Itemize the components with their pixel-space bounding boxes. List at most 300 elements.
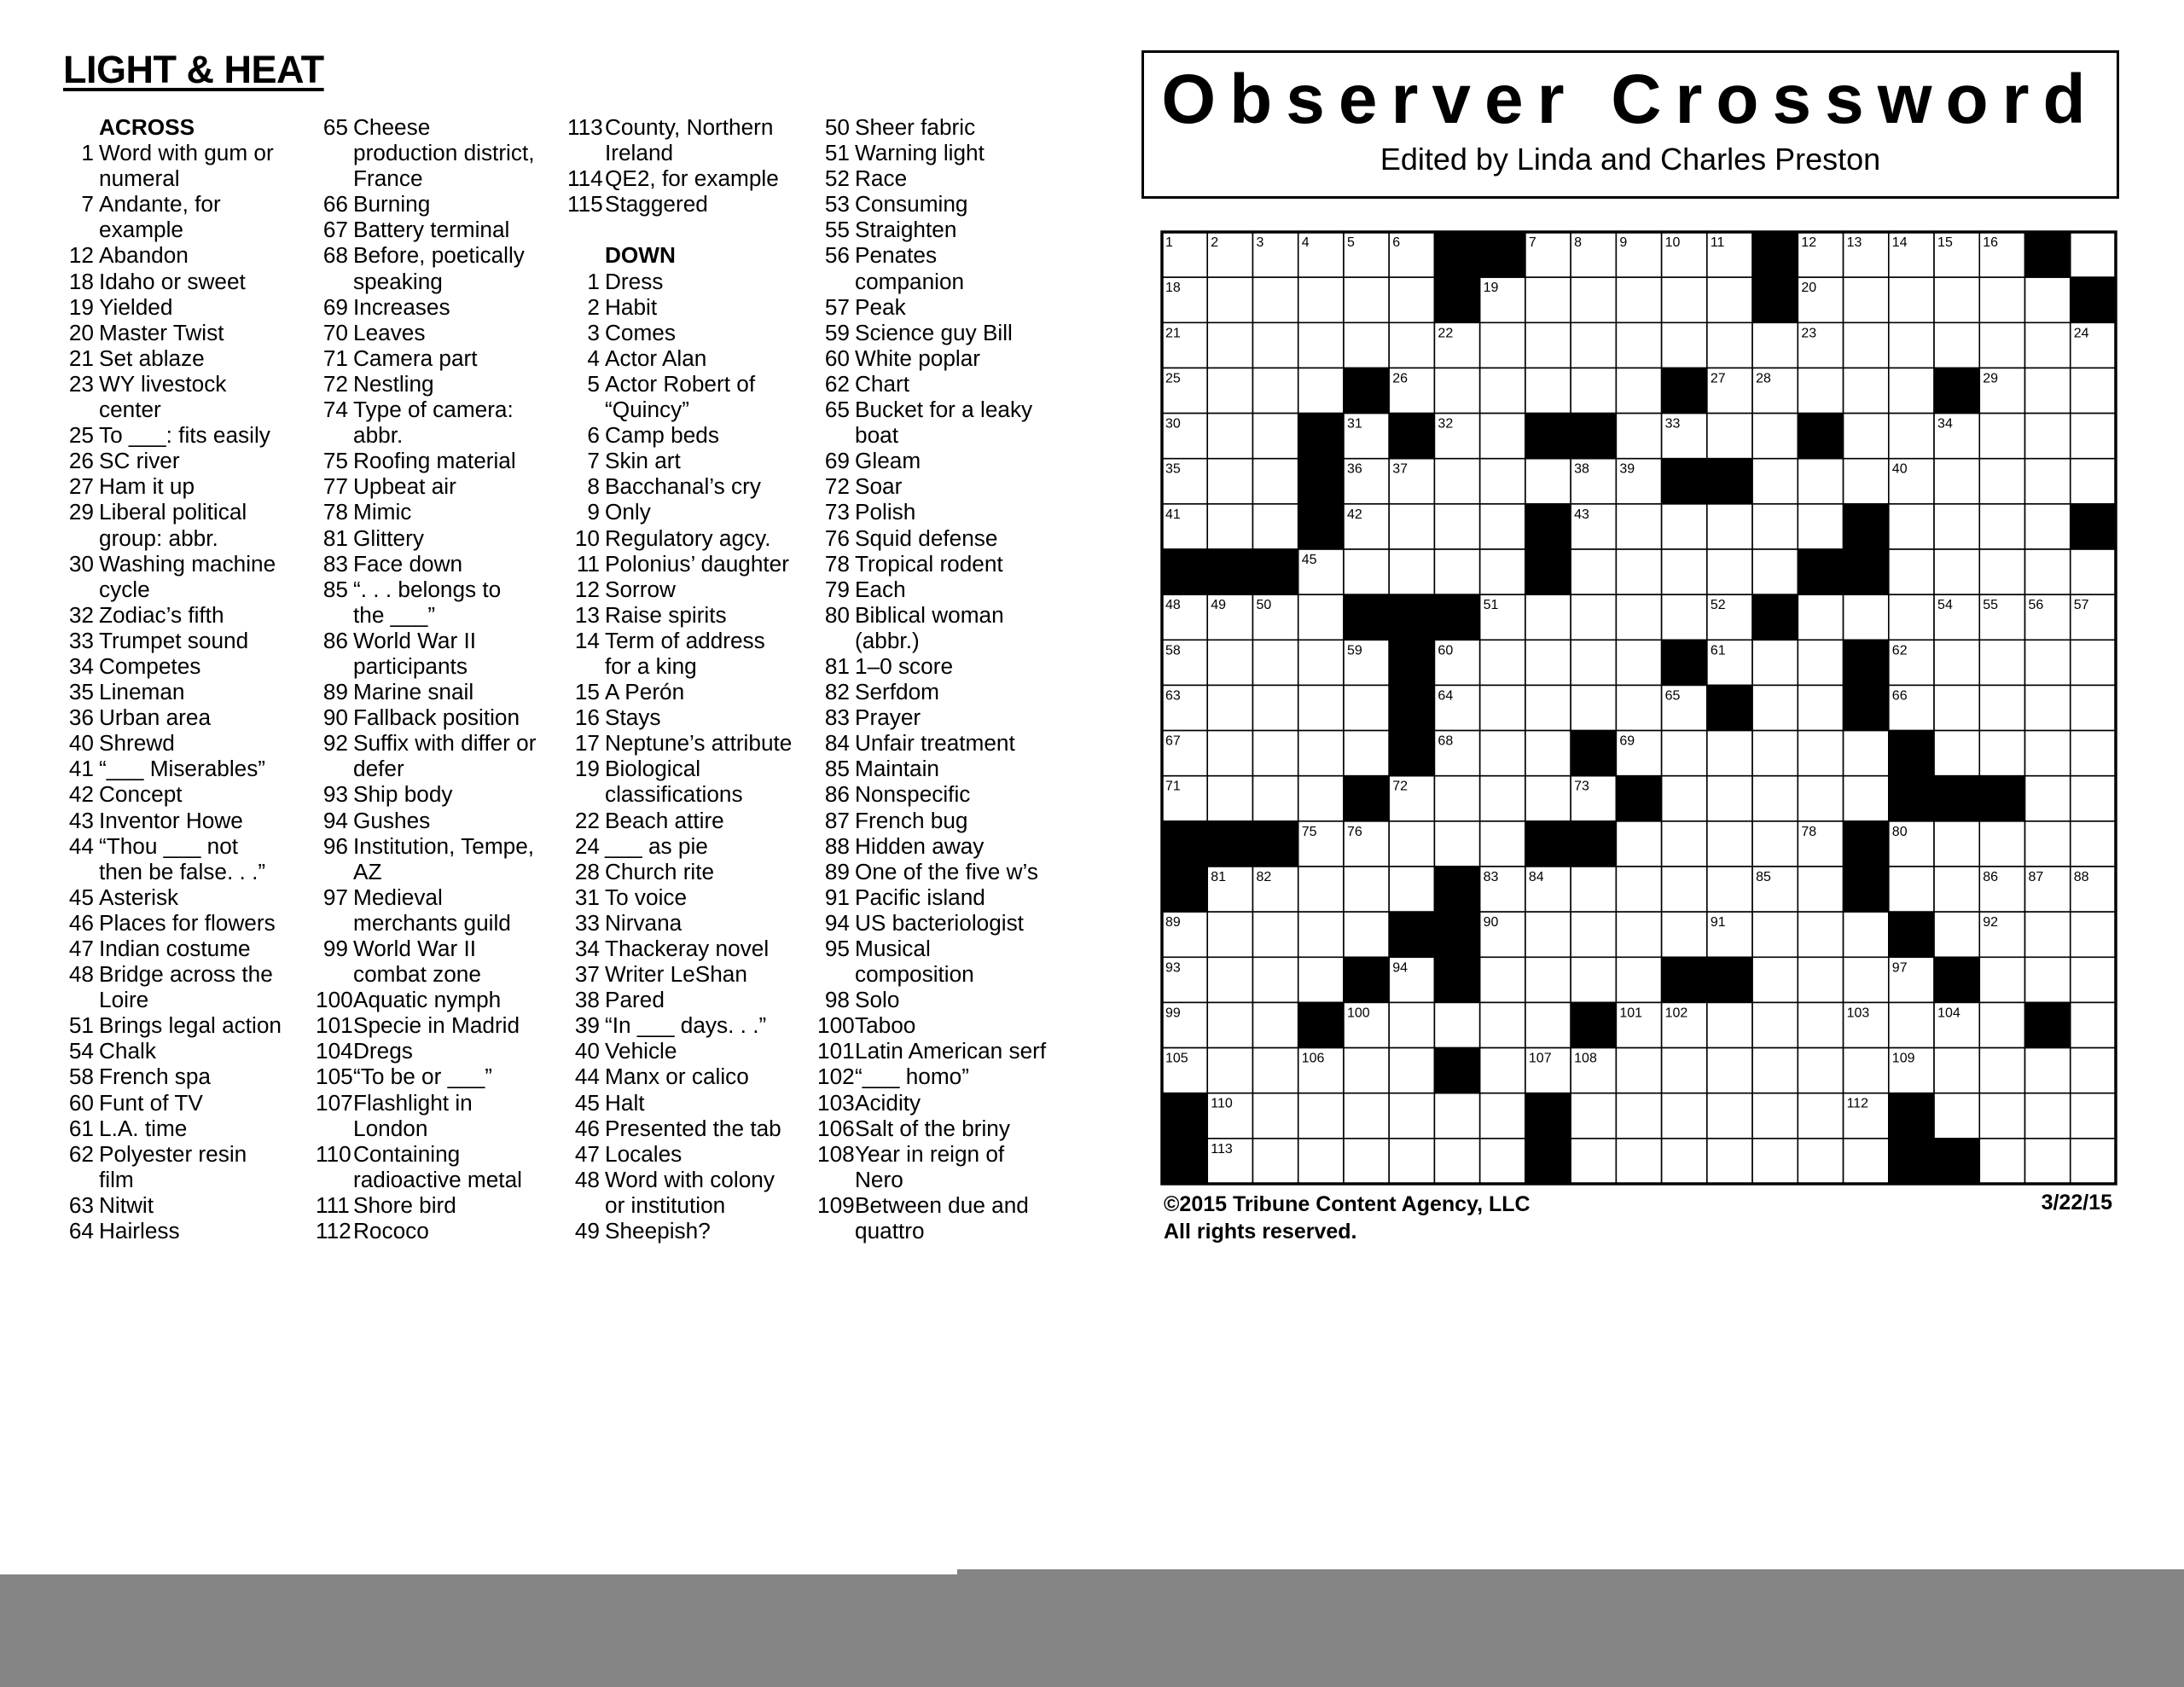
grid-cell[interactable]: [1525, 1002, 1571, 1047]
grid-cell[interactable]: [1434, 549, 1479, 594]
grid-cell[interactable]: [2025, 1139, 2071, 1184]
grid-cell[interactable]: [1389, 1002, 1434, 1047]
grid-cell[interactable]: [1571, 277, 1616, 322]
grid-cell[interactable]: [1252, 277, 1298, 322]
grid-cell[interactable]: [1434, 1139, 1479, 1184]
grid-cell[interactable]: [1798, 1002, 1843, 1047]
grid-cell[interactable]: [1616, 594, 1661, 640]
clue-number: 81: [824, 652, 850, 679]
grid-cell[interactable]: [1662, 776, 1707, 821]
grid-cell[interactable]: [1844, 912, 1889, 957]
grid-cell[interactable]: [1752, 1048, 1798, 1093]
grid-cell[interactable]: [1616, 640, 1661, 685]
grid-cell[interactable]: [1979, 1139, 2024, 1184]
clue-number: 47: [68, 936, 94, 961]
grid-cell[interactable]: [1934, 731, 1979, 776]
grid-cell[interactable]: [1752, 414, 1798, 459]
grid-cell[interactable]: [1571, 867, 1616, 912]
grid-cell[interactable]: [1934, 867, 1979, 912]
grid-cell[interactable]: [1207, 504, 1252, 549]
cell-number: 15: [1937, 235, 1953, 250]
grid-cell[interactable]: [1252, 1002, 1298, 1047]
grid-cell[interactable]: [2025, 504, 2071, 549]
grid-cell[interactable]: [1844, 776, 1889, 821]
grid-cell[interactable]: [1934, 640, 1979, 685]
grid-cell[interactable]: [1979, 414, 2024, 459]
grid-cell[interactable]: [1207, 912, 1252, 957]
grid-cell[interactable]: [1571, 640, 1616, 685]
grid-cell[interactable]: [1207, 277, 1252, 322]
grid-cell[interactable]: [1707, 1002, 1752, 1047]
grid-cell[interactable]: [1480, 504, 1525, 549]
grid-cell[interactable]: [1798, 1093, 1843, 1139]
grid-cell[interactable]: [1798, 594, 1843, 640]
grid-cell[interactable]: [1434, 368, 1479, 413]
grid-cell[interactable]: [1798, 685, 1843, 730]
grid-cell[interactable]: [1480, 821, 1525, 867]
grid-cell[interactable]: [1616, 322, 1661, 368]
grid-cell[interactable]: [1252, 504, 1298, 549]
grid-cell[interactable]: [1616, 549, 1661, 594]
grid-cell[interactable]: [2025, 368, 2071, 413]
grid-cell[interactable]: [1844, 731, 1889, 776]
grid-cell[interactable]: [1934, 549, 1979, 594]
grid-cell[interactable]: [1207, 1002, 1252, 1047]
grid-cell[interactable]: [1480, 957, 1525, 1002]
grid-cell[interactable]: [1252, 640, 1298, 685]
grid-cell[interactable]: [1344, 731, 1389, 776]
cell-number: 87: [2028, 870, 2044, 884]
grid-cell[interactable]: [1616, 957, 1661, 1002]
grid-cell[interactable]: [1207, 459, 1252, 504]
grid-cell[interactable]: [1525, 776, 1571, 821]
clue-continuation: [61, 397, 309, 422]
grid-cell[interactable]: [1844, 1139, 1889, 1184]
grid-cell[interactable]: [1298, 685, 1344, 730]
grid-cell[interactable]: [1616, 1093, 1661, 1139]
grid-cell[interactable]: [2071, 912, 2116, 957]
grid-cell[interactable]: [1889, 549, 1934, 594]
grid-cell[interactable]: [1252, 685, 1298, 730]
grid-cell[interactable]: [1844, 368, 1889, 413]
grid-cell[interactable]: [1525, 912, 1571, 957]
grid-cell[interactable]: [1252, 1048, 1298, 1093]
grid-cell[interactable]: [1571, 322, 1616, 368]
grid-cell[interactable]: [2025, 1048, 2071, 1093]
grid-cell[interactable]: [2071, 1048, 2116, 1093]
grid-cell[interactable]: [1344, 1093, 1389, 1139]
grid-cell[interactable]: [1844, 414, 1889, 459]
grid-cell[interactable]: [1752, 731, 1798, 776]
grid-cell[interactable]: [1344, 912, 1389, 957]
grid-cell[interactable]: [1434, 821, 1479, 867]
grid-cell[interactable]: [1480, 640, 1525, 685]
grid-cell[interactable]: [1707, 1139, 1752, 1184]
grid-cell[interactable]: [1616, 368, 1661, 413]
grid-cell[interactable]: [2071, 731, 2116, 776]
grid-cell[interactable]: [1979, 640, 2024, 685]
clue-text: abbr.: [353, 422, 404, 449]
grid-cell[interactable]: [2025, 322, 2071, 368]
grid-cell[interactable]: [1616, 821, 1661, 867]
clue-text: Actor Alan: [605, 345, 707, 371]
grid-cell[interactable]: [2071, 549, 2116, 594]
grid-cell[interactable]: [1207, 322, 1252, 368]
grid-cell[interactable]: [1207, 640, 1252, 685]
grid-cell[interactable]: [1480, 1002, 1525, 1047]
grid-cell[interactable]: [1752, 776, 1798, 821]
grid-cell[interactable]: [1844, 594, 1889, 640]
grid-cell[interactable]: [1616, 1139, 1661, 1184]
grid-cell[interactable]: [1298, 594, 1344, 640]
grid-cell[interactable]: [1252, 731, 1298, 776]
grid-cell[interactable]: [1480, 549, 1525, 594]
grid-cell[interactable]: [1298, 731, 1344, 776]
grid-cell[interactable]: [1844, 1048, 1889, 1093]
grid-cell[interactable]: [1207, 368, 1252, 413]
grid-cell[interactable]: [1480, 1139, 1525, 1184]
grid-cell[interactable]: [1252, 776, 1298, 821]
grid-cell[interactable]: [1798, 731, 1843, 776]
clue-number: 29: [68, 499, 94, 525]
grid-cell[interactable]: [1752, 912, 1798, 957]
grid-cell[interactable]: [1662, 867, 1707, 912]
grid-cell[interactable]: [1662, 504, 1707, 549]
grid-cell[interactable]: [1344, 685, 1389, 730]
grid-cell[interactable]: [2025, 957, 2071, 1002]
grid-cell[interactable]: [1389, 549, 1434, 594]
grid-cell[interactable]: [1889, 504, 1934, 549]
grid-cell[interactable]: [1207, 685, 1252, 730]
grid-cell[interactable]: [1662, 1048, 1707, 1093]
grid-cell[interactable]: [1707, 867, 1752, 912]
grid-cell[interactable]: [1798, 867, 1843, 912]
grid-cell[interactable]: [1525, 594, 1571, 640]
grid-cell[interactable]: [1252, 1093, 1298, 1139]
grid-cell[interactable]: [1979, 549, 2024, 594]
grid-cell[interactable]: [1207, 1048, 1252, 1093]
grid-cell[interactable]: [1934, 504, 1979, 549]
grid-cell[interactable]: [1798, 957, 1843, 1002]
grid-cell[interactable]: [1571, 685, 1616, 730]
grid-cell[interactable]: [1844, 459, 1889, 504]
grid-cell[interactable]: [1752, 1002, 1798, 1047]
grid-cell[interactable]: [1571, 912, 1616, 957]
grid-cell[interactable]: [1798, 459, 1843, 504]
grid-cell[interactable]: [1389, 1048, 1434, 1093]
clue-item: [567, 704, 815, 730]
grid-cell[interactable]: [1525, 640, 1571, 685]
grid-cell[interactable]: [1434, 504, 1479, 549]
grid-cell[interactable]: [1889, 368, 1934, 413]
grid-cell[interactable]: [1889, 594, 1934, 640]
grid-cell[interactable]: [2025, 685, 2071, 730]
grid-cell[interactable]: [1480, 414, 1525, 459]
grid-cell[interactable]: [1979, 322, 2024, 368]
grid-cell[interactable]: [1344, 549, 1389, 594]
grid-cell[interactable]: [1298, 867, 1344, 912]
grid-cell[interactable]: [1979, 1002, 2024, 1047]
grid-cell[interactable]: [1571, 957, 1616, 1002]
clue-text: production district,: [353, 140, 535, 166]
grid-cell[interactable]: [1207, 776, 1252, 821]
clue-text: Brings legal action: [99, 1012, 282, 1039]
grid-cell[interactable]: [1707, 414, 1752, 459]
grid-cell[interactable]: [1934, 685, 1979, 730]
grid-cell[interactable]: [1571, 1139, 1616, 1184]
grid-cell[interactable]: [1480, 322, 1525, 368]
footer-bar: [0, 1574, 2184, 1687]
grid-cell[interactable]: [1979, 277, 2024, 322]
grid-cell[interactable]: [1207, 731, 1252, 776]
grid-cell[interactable]: [1389, 277, 1434, 322]
grid-cell[interactable]: [2071, 459, 2116, 504]
grid-cell[interactable]: [1298, 640, 1344, 685]
grid-cell[interactable]: [1616, 414, 1661, 459]
grid-cell[interactable]: [1344, 277, 1389, 322]
grid-cell[interactable]: [2071, 414, 2116, 459]
grid-cell[interactable]: [1752, 821, 1798, 867]
grid-cell[interactable]: [2025, 640, 2071, 685]
grid-cell[interactable]: [1525, 322, 1571, 368]
grid-cell[interactable]: [1434, 459, 1479, 504]
clue-number: 76: [824, 525, 850, 551]
grid-cell[interactable]: [1707, 1093, 1752, 1139]
grid-cell[interactable]: [1934, 912, 1979, 957]
clue-continuation: [316, 422, 561, 448]
grid-cell[interactable]: [1616, 1048, 1661, 1093]
grid-cell[interactable]: [1707, 277, 1752, 322]
grid-cell[interactable]: [1616, 912, 1661, 957]
grid-cell[interactable]: [1844, 322, 1889, 368]
grid-cell[interactable]: [1480, 1048, 1525, 1093]
clue-number: 23: [68, 370, 94, 397]
grid-cell[interactable]: [1480, 1093, 1525, 1139]
grid-cell[interactable]: [1707, 322, 1752, 368]
grid-cell[interactable]: [2071, 685, 2116, 730]
grid-cell[interactable]: [2071, 368, 2116, 413]
grid-cell[interactable]: [1889, 414, 1934, 459]
grid-cell[interactable]: [1662, 821, 1707, 867]
grid-cell[interactable]: [1571, 1093, 1616, 1139]
grid-cell[interactable]: [1344, 322, 1389, 368]
grid-cell[interactable]: [2025, 414, 2071, 459]
grid-cell[interactable]: [1252, 322, 1298, 368]
grid-cell[interactable]: [1389, 504, 1434, 549]
grid-cell[interactable]: [1889, 322, 1934, 368]
grid-cell[interactable]: [2071, 821, 2116, 867]
grid-cell[interactable]: [2025, 912, 2071, 957]
grid-cell[interactable]: [1480, 685, 1525, 730]
clue-item: [316, 628, 561, 653]
grid-cell[interactable]: [1298, 957, 1344, 1002]
grid-cell[interactable]: [1434, 776, 1479, 821]
grid-cell[interactable]: [1662, 322, 1707, 368]
clue-item: [316, 525, 561, 551]
grid-cell[interactable]: [1389, 867, 1434, 912]
grid-cell[interactable]: [1934, 277, 1979, 322]
grid-cell[interactable]: [1344, 1048, 1389, 1093]
grid-cell[interactable]: [1252, 459, 1298, 504]
grid-block: [1525, 1093, 1571, 1139]
grid-cell[interactable]: [1525, 957, 1571, 1002]
grid-cell[interactable]: [1752, 549, 1798, 594]
grid-cell[interactable]: [1434, 1093, 1479, 1139]
grid-cell[interactable]: [1752, 1139, 1798, 1184]
grid-cell[interactable]: [1252, 368, 1298, 413]
grid-cell[interactable]: [1480, 368, 1525, 413]
clue-text: Containing: [353, 1140, 461, 1167]
grid-cell[interactable]: [1207, 957, 1252, 1002]
grid-cell[interactable]: [2071, 640, 2116, 685]
grid-cell[interactable]: [1662, 277, 1707, 322]
grid-cell[interactable]: [1752, 640, 1798, 685]
cell-number: 102: [1664, 1006, 1688, 1021]
grid-cell[interactable]: [1525, 459, 1571, 504]
grid-cell[interactable]: [1934, 459, 1979, 504]
grid-cell[interactable]: [1480, 776, 1525, 821]
crossword-grid[interactable]: [1160, 230, 2117, 1186]
grid-cell[interactable]: [1571, 594, 1616, 640]
grid-cell[interactable]: [1844, 277, 1889, 322]
grid-cell[interactable]: [1979, 957, 2024, 1002]
grid-cell[interactable]: [2025, 459, 2071, 504]
grid-cell[interactable]: [1798, 776, 1843, 821]
grid-cell[interactable]: [1934, 322, 1979, 368]
grid-cell[interactable]: [1480, 459, 1525, 504]
grid-cell[interactable]: [1344, 1139, 1389, 1184]
grid-cell[interactable]: [1662, 912, 1707, 957]
grid-cell[interactable]: [1752, 1093, 1798, 1139]
grid-cell[interactable]: [1616, 685, 1661, 730]
grid-cell[interactable]: [1252, 912, 1298, 957]
grid-cell[interactable]: [1298, 776, 1344, 821]
grid-cell[interactable]: [1707, 1048, 1752, 1093]
grid-cell[interactable]: [1752, 459, 1798, 504]
grid-cell[interactable]: [1389, 1093, 1434, 1139]
clue-number: 94: [322, 807, 348, 833]
grid-block: [1162, 867, 1207, 912]
grid-cell[interactable]: [2025, 549, 2071, 594]
grid-cell[interactable]: [1662, 549, 1707, 594]
grid-cell[interactable]: [2025, 776, 2071, 821]
grid-cell[interactable]: [1889, 1002, 1934, 1047]
grid-cell[interactable]: [1389, 1139, 1434, 1184]
clue-text: Dress: [605, 268, 664, 294]
grid-cell[interactable]: [1571, 549, 1616, 594]
grid-cell[interactable]: [1707, 821, 1752, 867]
grid-cell[interactable]: [1616, 277, 1661, 322]
grid-cell[interactable]: [1979, 685, 2024, 730]
grid-cell[interactable]: [1798, 912, 1843, 957]
grid-cell[interactable]: [1979, 1093, 2024, 1139]
editor-credit: Edited by Linda and Charles Preston: [1380, 142, 1881, 177]
grid-cell[interactable]: [2071, 776, 2116, 821]
grid-cell[interactable]: [1752, 322, 1798, 368]
grid-cell[interactable]: [1434, 1002, 1479, 1047]
grid-cell[interactable]: [2071, 232, 2116, 277]
grid-cell[interactable]: [1752, 685, 1798, 730]
clue-item: [61, 1038, 309, 1064]
grid-cell[interactable]: [2025, 821, 2071, 867]
grid-cell[interactable]: [1752, 504, 1798, 549]
clue-number: 90: [322, 704, 348, 731]
grid-cell[interactable]: [1389, 821, 1434, 867]
grid-cell[interactable]: [1798, 368, 1843, 413]
grid-cell[interactable]: [1525, 368, 1571, 413]
grid-cell[interactable]: [1252, 957, 1298, 1002]
grid-cell[interactable]: [1525, 277, 1571, 322]
grid-cell[interactable]: [1252, 1139, 1298, 1184]
grid-cell[interactable]: [1525, 731, 1571, 776]
grid-cell[interactable]: [1979, 731, 2024, 776]
grid-cell[interactable]: [1207, 414, 1252, 459]
grid-cell[interactable]: [1525, 685, 1571, 730]
grid-cell[interactable]: [1298, 322, 1344, 368]
grid-cell[interactable]: [1844, 957, 1889, 1002]
grid-cell[interactable]: [1298, 1093, 1344, 1139]
grid-cell[interactable]: [1344, 867, 1389, 912]
grid-cell[interactable]: [2071, 1139, 2116, 1184]
grid-cell[interactable]: [1934, 1093, 1979, 1139]
grid-cell[interactable]: [1480, 731, 1525, 776]
cell-number: 91: [1710, 915, 1726, 930]
grid-cell[interactable]: [1571, 368, 1616, 413]
grid-cell[interactable]: [1662, 1093, 1707, 1139]
grid-cell[interactable]: [1798, 640, 1843, 685]
cell-number: 8: [1574, 235, 1583, 250]
grid-cell[interactable]: [1707, 776, 1752, 821]
grid-cell[interactable]: [1752, 957, 1798, 1002]
grid-cell[interactable]: [1934, 821, 1979, 867]
grid-cell[interactable]: [1889, 867, 1934, 912]
grid-cell[interactable]: [1298, 277, 1344, 322]
grid-cell[interactable]: [1798, 1139, 1843, 1184]
grid-cell[interactable]: [1707, 731, 1752, 776]
grid-cell[interactable]: [2025, 1093, 2071, 1139]
clue-text: Presented the tab: [605, 1115, 781, 1141]
grid-cell[interactable]: [1707, 504, 1752, 549]
grid-cell[interactable]: [1889, 277, 1934, 322]
clue-continuation: [316, 1116, 561, 1141]
grid-cell[interactable]: [1707, 549, 1752, 594]
grid-cell[interactable]: [1389, 322, 1434, 368]
cell-number: 71: [1165, 779, 1181, 794]
grid-cell[interactable]: [1798, 1048, 1843, 1093]
grid-cell[interactable]: [1662, 594, 1707, 640]
grid-cell[interactable]: [1616, 867, 1661, 912]
grid-cell[interactable]: [2071, 1093, 2116, 1139]
grid-cell[interactable]: [1979, 821, 2024, 867]
grid-cell[interactable]: [2025, 731, 2071, 776]
grid-cell[interactable]: [1979, 504, 2024, 549]
grid-cell[interactable]: [1616, 504, 1661, 549]
grid-cell[interactable]: [1298, 912, 1344, 957]
clue-text: the ___”: [353, 601, 436, 628]
grid-cell[interactable]: [2025, 277, 2071, 322]
grid-cell[interactable]: [1979, 459, 2024, 504]
grid-cell[interactable]: [1252, 414, 1298, 459]
grid-cell[interactable]: [1662, 731, 1707, 776]
grid-cell[interactable]: [1934, 1048, 1979, 1093]
grid-cell[interactable]: [1798, 504, 1843, 549]
grid-cell[interactable]: [1298, 1139, 1344, 1184]
grid-cell[interactable]: [1298, 368, 1344, 413]
grid-cell[interactable]: [1662, 1139, 1707, 1184]
grid-cell[interactable]: [1979, 1048, 2024, 1093]
grid-cell[interactable]: [2071, 1002, 2116, 1047]
grid-cell[interactable]: [2071, 957, 2116, 1002]
